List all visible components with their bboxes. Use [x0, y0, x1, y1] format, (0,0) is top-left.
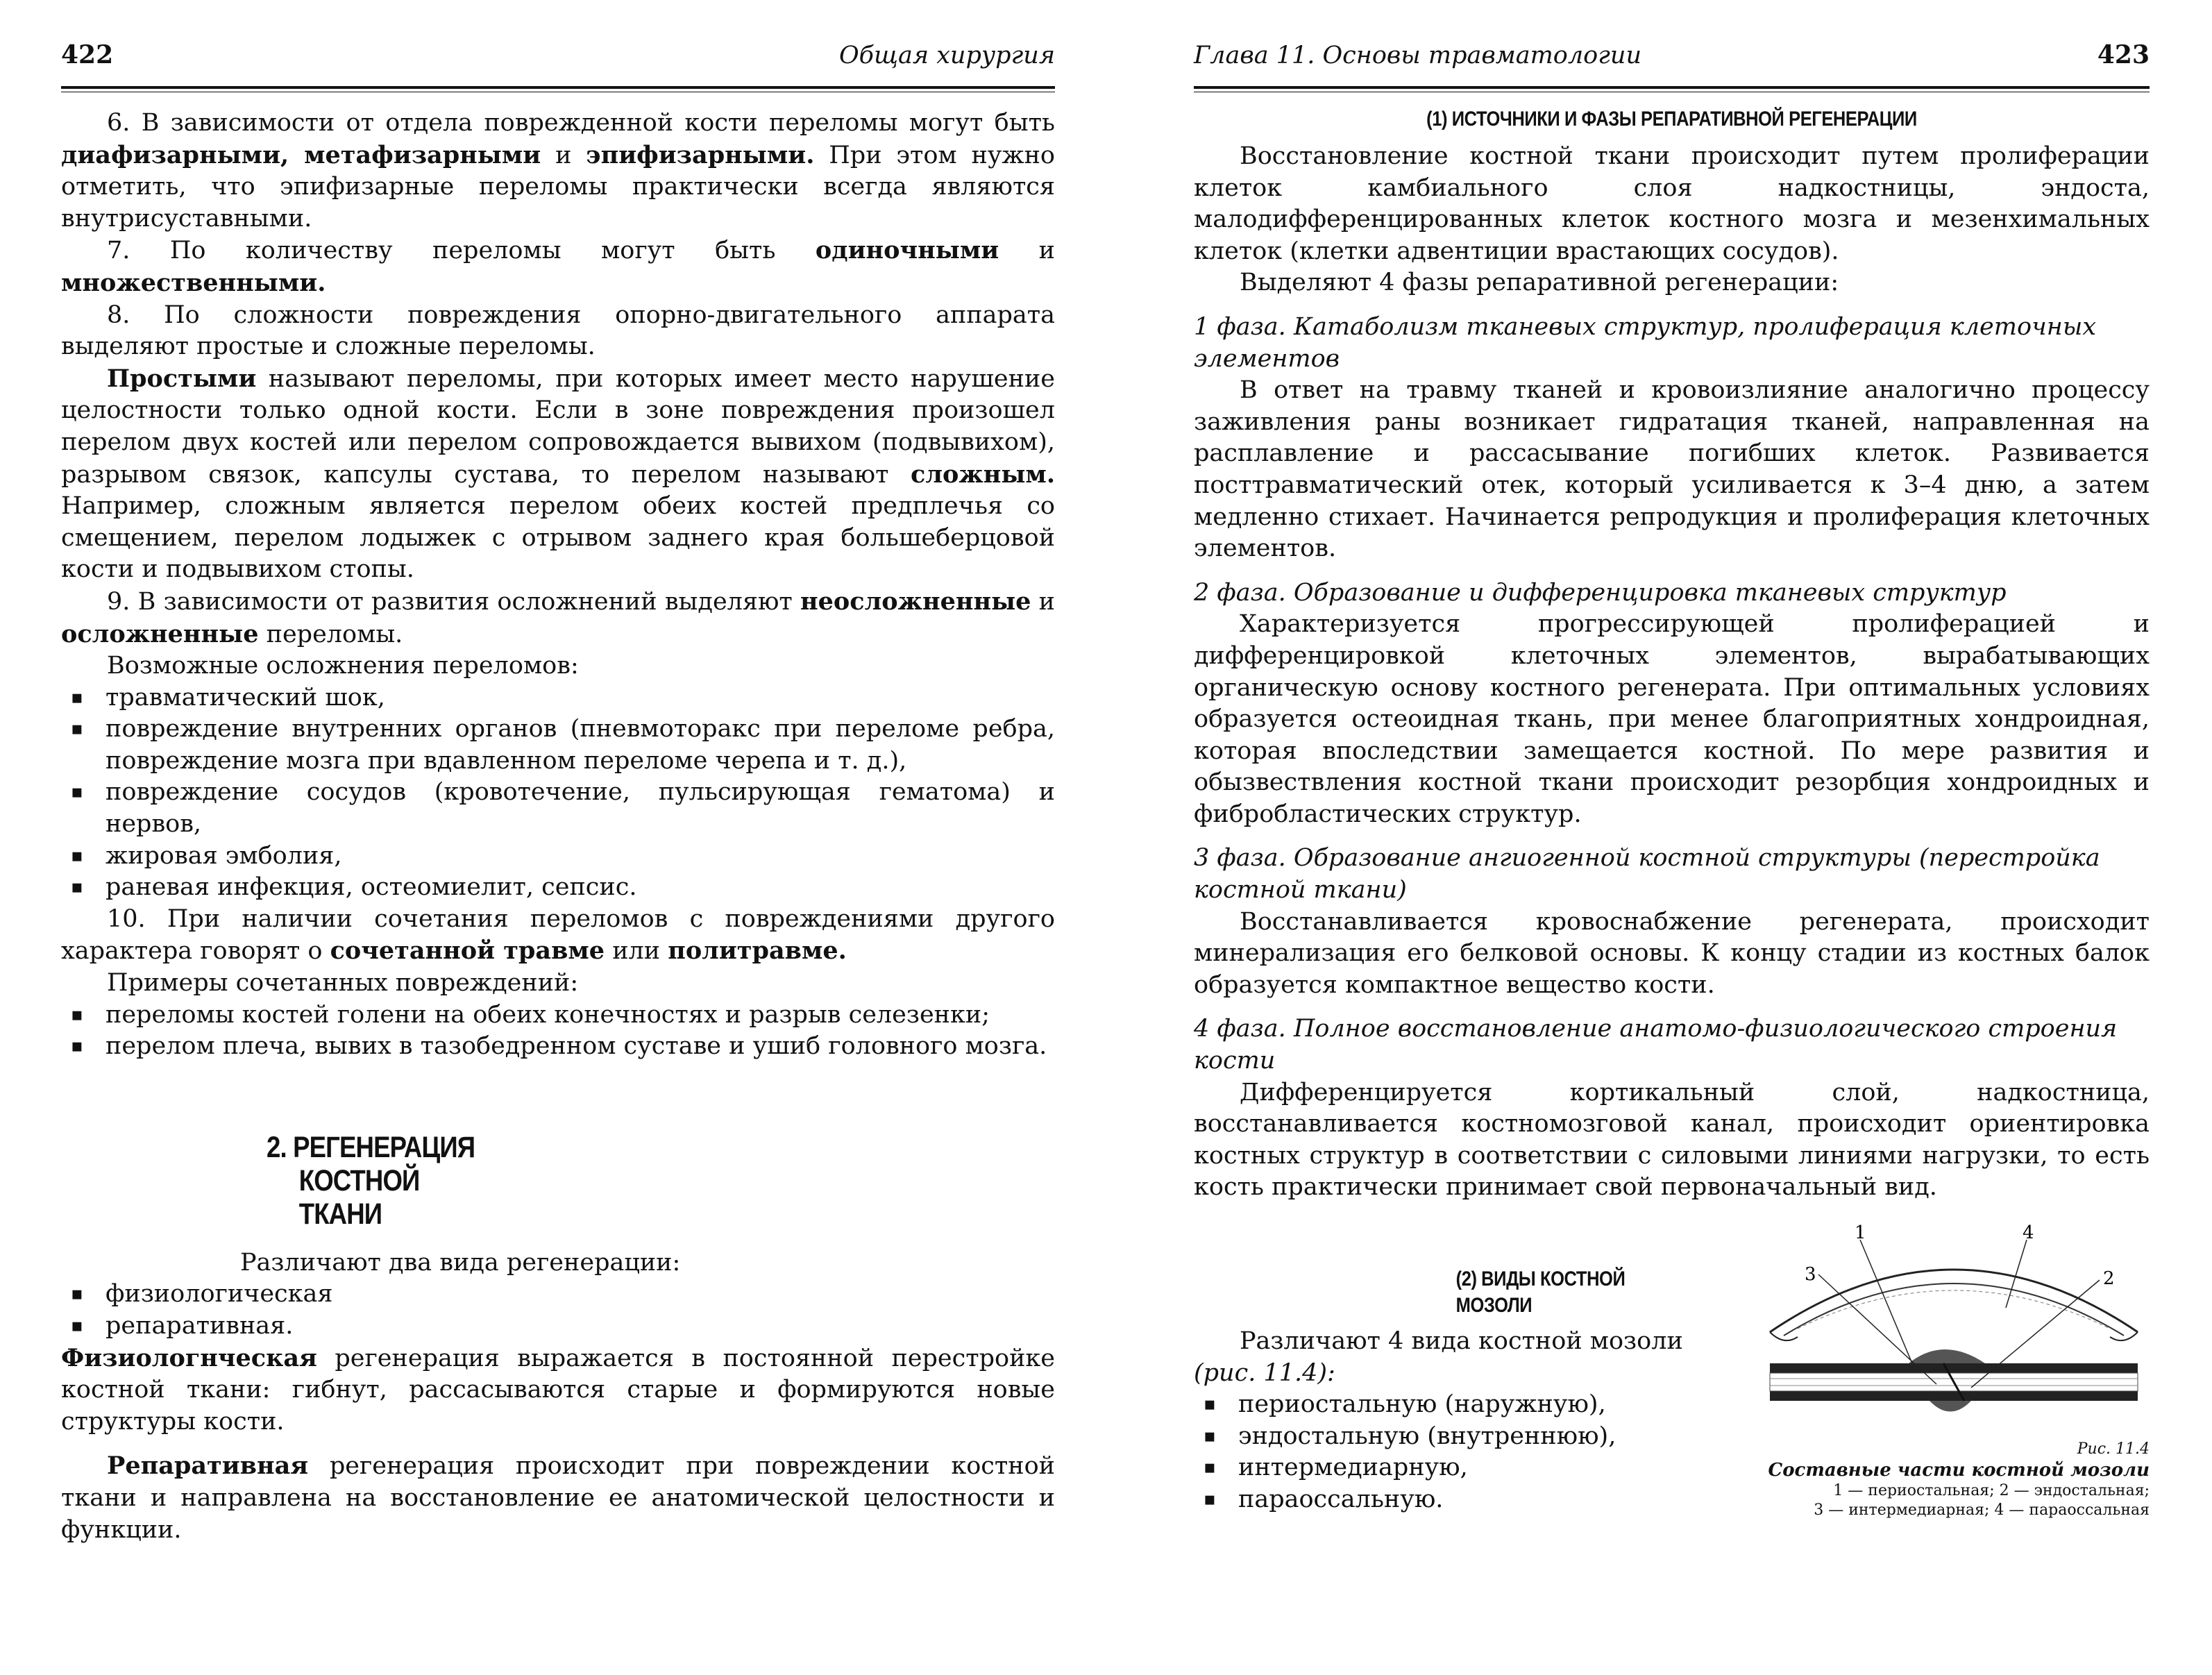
callus-figure-ref: (рис. 11.4):	[1194, 1358, 1335, 1387]
list-item: ▪ переломы костей голени на обеих конечностях и разрыв селезенки;	[61, 1000, 1055, 1032]
intermediate-callus	[1909, 1349, 1985, 1363]
section-title: 2. РЕГЕНЕРАЦИЯ КОСТНОЙ ТКАНИ	[267, 1130, 475, 1231]
list-item: ▪ раневая инфекция, остеомиелит, сепсис.	[61, 872, 1055, 904]
figure-11-4	[1735, 1224, 2150, 1520]
list-item: ▪ репаративная.	[61, 1311, 1055, 1342]
phase-4-text: Дифференцируется кортикальный слой, надкостница, восстанавливается костномозговой канал, происходит ориентировка костных структур в соответствии с силовыми линиями нагрузки, то есть кость практически принимает свой первоначальный вид.	[1194, 1078, 2150, 1202]
subheading-sources-phases: (1) ИСТОЧНИКИ И ФАЗЫ РЕПАРАТИВНОЙ РЕГЕНЕРАЦИИ	[1426, 108, 1917, 131]
phase-1-title: 1 фаза. Катаболизм тканевых структур, пролиферация клеточных элементов	[1194, 312, 2097, 373]
list-item: ▪ интермедиарную,	[1194, 1452, 1735, 1484]
subheading-callus-types: (2) ВИДЫ КОСТНОЙ МОЗОЛИ	[1455, 1268, 1626, 1317]
paragraph-item-7: 7. По количеству переломы могут быть одиночными и множественными.	[61, 236, 1055, 297]
callus-intro: Различают 4 вида костной мозоли	[1240, 1327, 1683, 1355]
combined-list	[61, 1000, 1055, 1063]
complications-intro: Возможные осложнения переломов:	[107, 652, 579, 680]
list-item: ▪ повреждение сосудов (кровотечение, пульсирующая гематома) и нервов,	[61, 777, 1055, 840]
complications-list	[61, 682, 1055, 904]
paragraph-physiological: Физиологнческая регенерация выражается в постоянной перестройке костной ткани: гибнут, рассасываются старые и формируются новые структуры кости.	[61, 1343, 1055, 1436]
phase-2-text: Характеризуется прогрессирующей пролиферацией и дифференцировкой клеточных элементов, вырабатывающих органическую основу костного регенерата. При оптимальных условиях образуется остеоидная ткань, при менее благоприятных хондроидная, которая впоследствии замещается костной. По мере развития и обызвествления костной ткани происходит резорбция хондроидных и фибробластических структур.	[1194, 610, 2150, 828]
list-item: ▪ жировая эмболия,	[61, 841, 1055, 873]
figure-label-4: 4	[2023, 1224, 2034, 1243]
running-head-right: Глава 11. Основы травматологии	[1194, 42, 1642, 69]
list-item: ▪ травматический шок,	[61, 682, 1055, 714]
left-header	[61, 40, 1055, 75]
paragraph-simple-fractures: Простыми называют переломы, при которых имеет место нарушение целостности только одной кости. Если в зоне повреждения произошел перелом двух костей или перелом сопровождается вывихом (подвывихом), разрывом связок, капсулы сустава, то перелом называют сложным. Например, сложным является перелом обеих костей предплечья со смещением, перелом лодыжек с отрывом заднего края большеберцовой кости и подвывихом стопы.	[61, 364, 1055, 584]
paragraph-reparative: Репаративная регенерация происходит при повреждении костной ткани и направлена на восстановление ее анатомической целостности и функции.	[61, 1451, 1055, 1544]
right-page	[1111, 0, 2212, 1675]
figure-legend-line-2: 3 — интермедиарная; 4 — параоссальная	[1814, 1501, 2150, 1519]
paragraph-item-10: 10. При наличии сочетания переломов с повреждениями другого характера говорят о сочетанной травме или политравме.	[61, 904, 1055, 966]
periosteal-callus-arc	[1770, 1270, 2138, 1332]
phase-4-title: 4 фаза. Полное восстановление анатомо-физиологического строения кости	[1194, 1015, 2118, 1075]
phase-1-text: В ответ на травму тканей и кровоизлияние аналогично процессу заживления раны возникает гидратация тканей, направленная на расплавление и рассасывание погибших клеток. Развивается посттравматический отек, который усиливается к 3–4 дню, а затем медленно стихает. Начинается репродукция и пролиферация клеточных элементов.	[1194, 376, 2150, 563]
endosteal-callus	[1930, 1401, 1971, 1412]
paragraph-restoration: Восстановление костной ткани происходит путем пролиферации клеток камбиального слоя надкостницы, эндоста, малодифференцированных клеток костного мозга и мезенхимальных клеток (клетки адвентиции врастающих сосудов).	[1194, 142, 2150, 265]
header-rule-left	[61, 86, 1055, 92]
figure-title: Составные части костной мозоли	[1768, 1460, 2150, 1481]
callus-text-column	[1194, 1224, 1735, 1516]
header-rule-right	[1194, 86, 2150, 92]
parosseal-callus-arc	[1784, 1283, 2124, 1336]
phase-3-title: 3 фаза. Образование ангиогенной костной структуры (перестройка костной ткани)	[1194, 844, 2100, 904]
paragraph-item-9: 9. В зависимости от развития осложнений выделяют неосложненные и осложненные переломы.	[61, 587, 1055, 648]
regeneration-intro: Различают два вида регенерации:	[240, 1248, 681, 1277]
list-item: ▪ периостальную (наружную),	[1194, 1389, 1735, 1421]
paragraph-phases-intro: Выделяют 4 фазы репаративной регенерации:	[1240, 269, 1839, 297]
paragraph-item-6: 6. В зависимости от отдела поврежденной кости переломы могут быть диафизарными, метафизарными и эпифизарными. При этом нужно отметить, что эпифизарные переломы практически всегда являются внутрисуставными.	[61, 109, 1055, 233]
paragraph-item-8: 8. По сложности повреждения опорно-двигательного аппарата выделяют простые и сложные переломы.	[61, 301, 1055, 361]
list-item: ▪ параоссальную.	[1194, 1484, 1735, 1516]
callus-block	[1194, 1224, 2150, 1530]
running-head-left: Общая хирургия	[838, 42, 1055, 69]
callus-list	[1194, 1389, 1735, 1515]
bone-callus-diagram	[1735, 1224, 2150, 1433]
page-number-right: 423	[2097, 40, 2150, 69]
regeneration-list	[61, 1279, 1055, 1342]
list-item: ▪ эндостальную (внутреннюю),	[1194, 1421, 1735, 1453]
right-header	[1194, 40, 2150, 75]
list-item: ▪ повреждение внутренних органов (пневмоторакс при переломе ребра, повреждение мозга при вдавленном переломе черепа и т. д.),	[61, 714, 1055, 777]
phase-2-title: 2 фаза. Образование и дифференцировка тканевых структур	[1194, 578, 2007, 607]
list-item: ▪ перелом плеча, вывих в тазобедренном суставе и ушиб головного мозга.	[61, 1031, 1055, 1063]
left-page	[0, 0, 1104, 1675]
figure-label-1: 1	[1855, 1224, 1866, 1243]
figure-label-3: 3	[1805, 1264, 1816, 1285]
bone-cortex-bottom	[1770, 1391, 2138, 1401]
list-item: ▪ физиологическая	[61, 1279, 1055, 1311]
page-number-left: 422	[61, 40, 114, 69]
bone-cortex-top	[1770, 1363, 2138, 1373]
combined-intro: Примеры сочетанных повреждений:	[107, 969, 579, 998]
figure-label-2: 2	[2103, 1268, 2115, 1289]
figure-legend-line-1: 1 — периостальная; 2 — эндостальная;	[1833, 1482, 2150, 1499]
figure-number: Рис. 11.4	[2077, 1440, 2150, 1458]
phase-3-text: Восстанавливается кровоснабжение регенерата, происходит минерализация его белковой основы. К концу стадии из костных балок образуется компактное вещество кости.	[1194, 907, 2150, 999]
